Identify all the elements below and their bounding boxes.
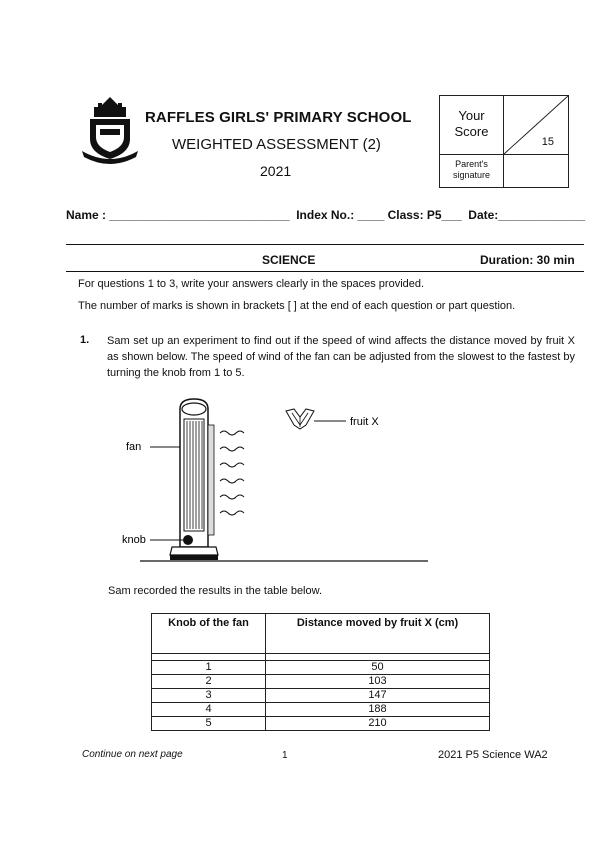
results-table: [151, 613, 490, 731]
instruction: The number of marks is shown in brackets [ ] at the end of each question or part question.: [78, 300, 516, 312]
school-crest-icon: [80, 95, 140, 165]
distance-cell: 103: [266, 675, 490, 689]
fan-icon: [170, 399, 218, 560]
footer-continue: Continue on next page: [82, 749, 183, 760]
knob-cell: 5: [152, 717, 266, 731]
wind-lines-icon: [220, 431, 244, 515]
fan-label: fan: [126, 441, 142, 453]
distance-cell: 188: [266, 703, 490, 717]
table-row: [152, 661, 490, 675]
knob-label: knob: [122, 534, 146, 546]
instruction: For questions 1 to 3, write your answers clearly in the spaces provided.: [78, 278, 425, 290]
score-entry-cell[interactable]: [504, 96, 568, 155]
knob-cell: 1: [152, 661, 266, 675]
table-row: [152, 675, 490, 689]
column-header-distance: Distance moved by fruit X (cm): [266, 614, 490, 654]
divider: [66, 244, 584, 245]
school-name: RAFFLES GIRLS' PRIMARY SCHOOL: [145, 109, 412, 126]
table-header-row: [152, 614, 490, 654]
duration: Duration: 30 min: [480, 253, 575, 267]
table-spacer-row: [152, 654, 490, 661]
question-text: Sam set up an experiment to find out if the speed of wind affects the distance moved by fruit X as shown below. The speed of wind of the fan can be adjusted from the slowest to the fastest by turning the knob from 1 to 5.: [107, 335, 575, 379]
knob-cell: 2: [152, 675, 266, 689]
experiment-diagram: [110, 395, 430, 575]
results-intro: Sam recorded the results in the table below.: [108, 585, 323, 597]
student-info-line[interactable]: Name : ___________________________ Index No.: ____ Class: P5___ Date:_____________: [66, 208, 586, 222]
max-marks: 15: [541, 136, 554, 148]
divider: [66, 271, 584, 272]
footer-paper-code: 2021 P5 Science WA2: [438, 749, 548, 761]
table-row: [152, 717, 490, 731]
fruit-x-label: fruit X: [350, 416, 379, 428]
table-row: [152, 689, 490, 703]
fruit-x-icon: [286, 409, 314, 429]
distance-cell: 147: [266, 689, 490, 703]
parent-signature-label: Parent's signature: [440, 155, 504, 187]
footer-page-number: 1: [282, 750, 288, 761]
distance-cell: 210: [266, 717, 490, 731]
table-row: [152, 703, 490, 717]
column-header-knob: Knob of the fan: [152, 614, 266, 654]
subject-title: SCIENCE: [262, 253, 316, 267]
your-score-label: Your Score: [440, 96, 504, 155]
score-box: [439, 95, 569, 188]
question-number: 1.: [80, 334, 90, 346]
knob-cell: 4: [152, 703, 266, 717]
assessment-year: 2021: [260, 163, 292, 179]
distance-cell: 50: [266, 661, 490, 675]
knob-icon: [183, 535, 193, 545]
knob-cell: 3: [152, 689, 266, 703]
score-diagonal: [504, 96, 568, 155]
assessment-title: WEIGHTED ASSESSMENT (2): [172, 136, 381, 153]
